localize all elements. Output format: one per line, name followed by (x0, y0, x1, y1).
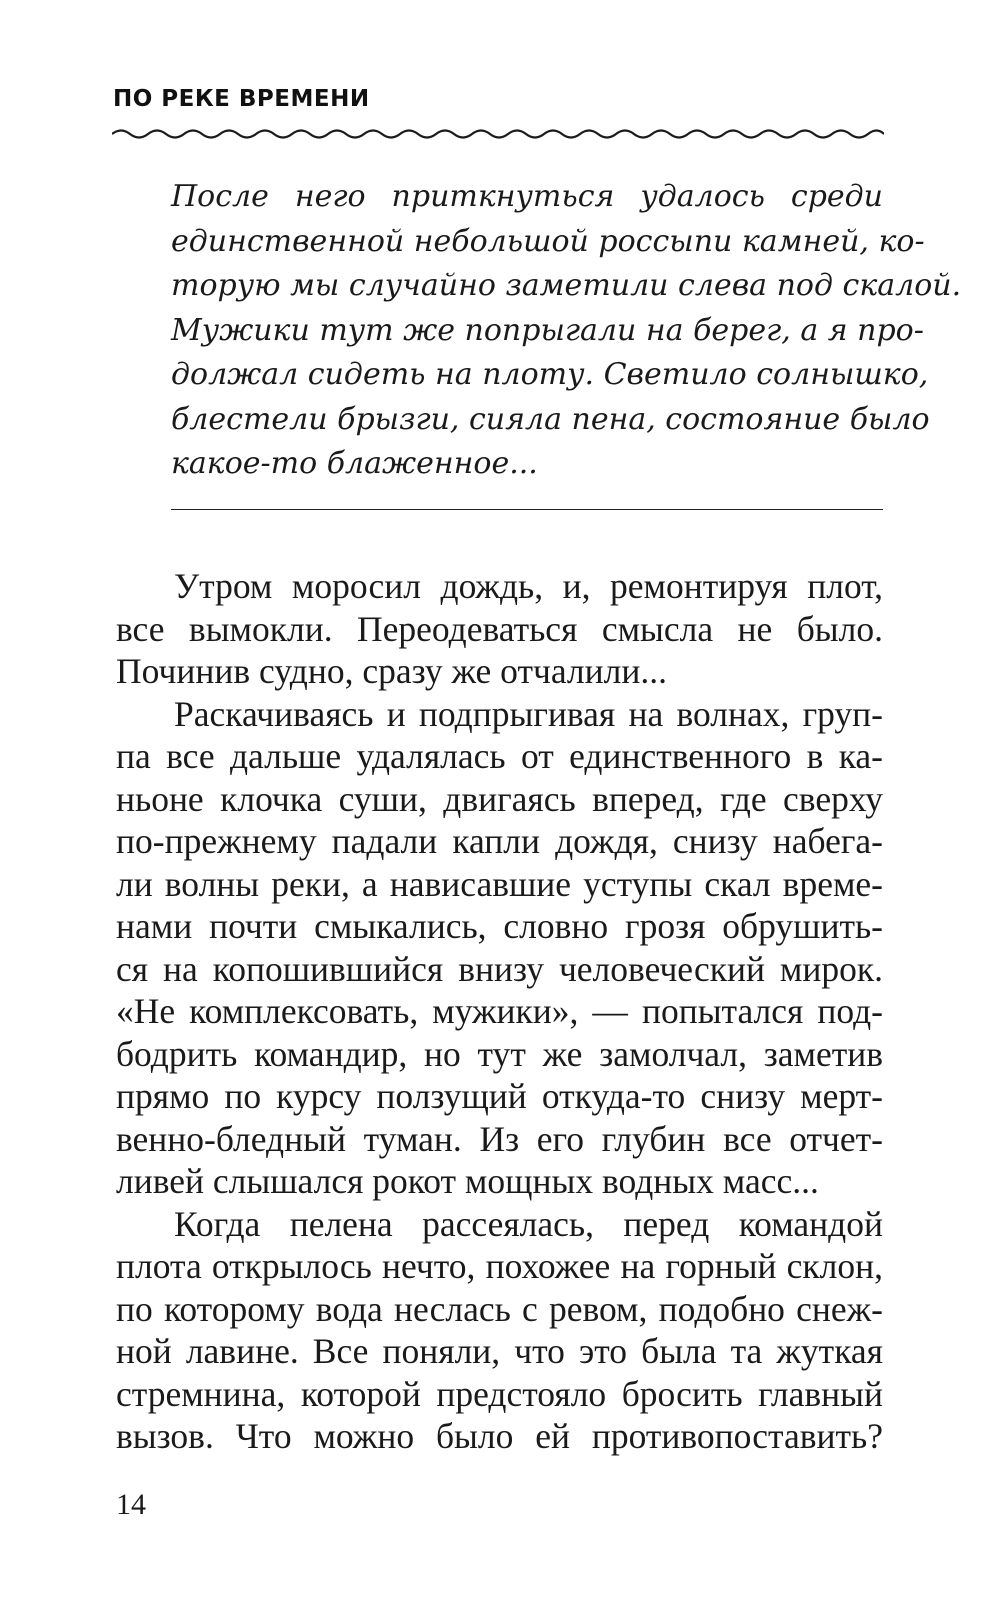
wavy-rule (112, 126, 884, 140)
quote-line: блестели брызги, сияла пена, состояние было (171, 401, 930, 437)
body-line: стремнина, которой предстояло бросить главный (116, 1373, 883, 1414)
body-line: венно-бледный туман. Из его глубин все отчет- (116, 1118, 883, 1159)
quote-line: Мужики тут же попрыгали на берег, а я про- (171, 312, 924, 348)
quote-line: должал сидеть на плоту. Светило солнышко, (171, 357, 929, 392)
body-line: Починив судно, сразу же отчалили... (116, 651, 667, 691)
quote-line: торую мы случайно заметили слева под скалой. (171, 268, 962, 303)
body-text (116, 565, 883, 1458)
body-line: ливей слышался рокот мощных водных масс... (116, 1161, 819, 1201)
body-line: ной лавине. Все поняли, что это была та жуткая (116, 1331, 883, 1371)
running-title: ПО РЕКЕ ВРЕМЕНИ (113, 86, 370, 112)
body-line: плота открылось нечто, похожее на горный склон, (116, 1246, 883, 1286)
body-line: ньоне клочка суши, двигаясь вперед, где сверху (116, 778, 883, 819)
body-line: «Не комплексовать, мужики», — попытался под- (116, 991, 883, 1031)
body-line: по-прежнему падали капли дождя, снизу набега- (116, 821, 883, 861)
body-line: вызов. Что можно было ей противопоставить? (116, 1416, 883, 1456)
quote-line: единственной небольшой россыпи камней, ко- (171, 223, 925, 259)
body-line: Раскачиваясь и подпрыгивая на волнах, груп- (174, 693, 883, 734)
quote-divider (171, 509, 883, 510)
body-line: по которому вода неслась с ревом, подобно снеж- (116, 1288, 883, 1329)
body-line: бодрить командир, но тут же замолчал, заметив (116, 1033, 883, 1074)
italic-quote-block (171, 175, 962, 487)
body-line: па все дальше удалялась от единственного в ка- (116, 736, 883, 776)
body-line: нами почти смыкались, словно грозя обрушить- (116, 906, 883, 946)
quote-line: какое-то блаженное... (171, 446, 538, 481)
body-line: Утром моросил дождь, и, ремонтируя плот, (174, 566, 883, 606)
body-line: ли волны реки, а нависавшие уступы скал време- (116, 863, 883, 904)
quote-line: После него приткнуться удалось среди (171, 179, 883, 214)
body-line: прямо по курсу ползущий откуда-то снизу мерт- (116, 1076, 883, 1116)
wavy-line (112, 131, 884, 138)
body-line: Когда пелена рассеялась, перед командой (174, 1203, 883, 1244)
page-number: 14 (116, 1488, 146, 1521)
body-line: все вымокли. Переодеваться смысла не было. (116, 608, 883, 649)
body-line: ся на копошившийся внизу человеческий мирок. (116, 948, 883, 989)
